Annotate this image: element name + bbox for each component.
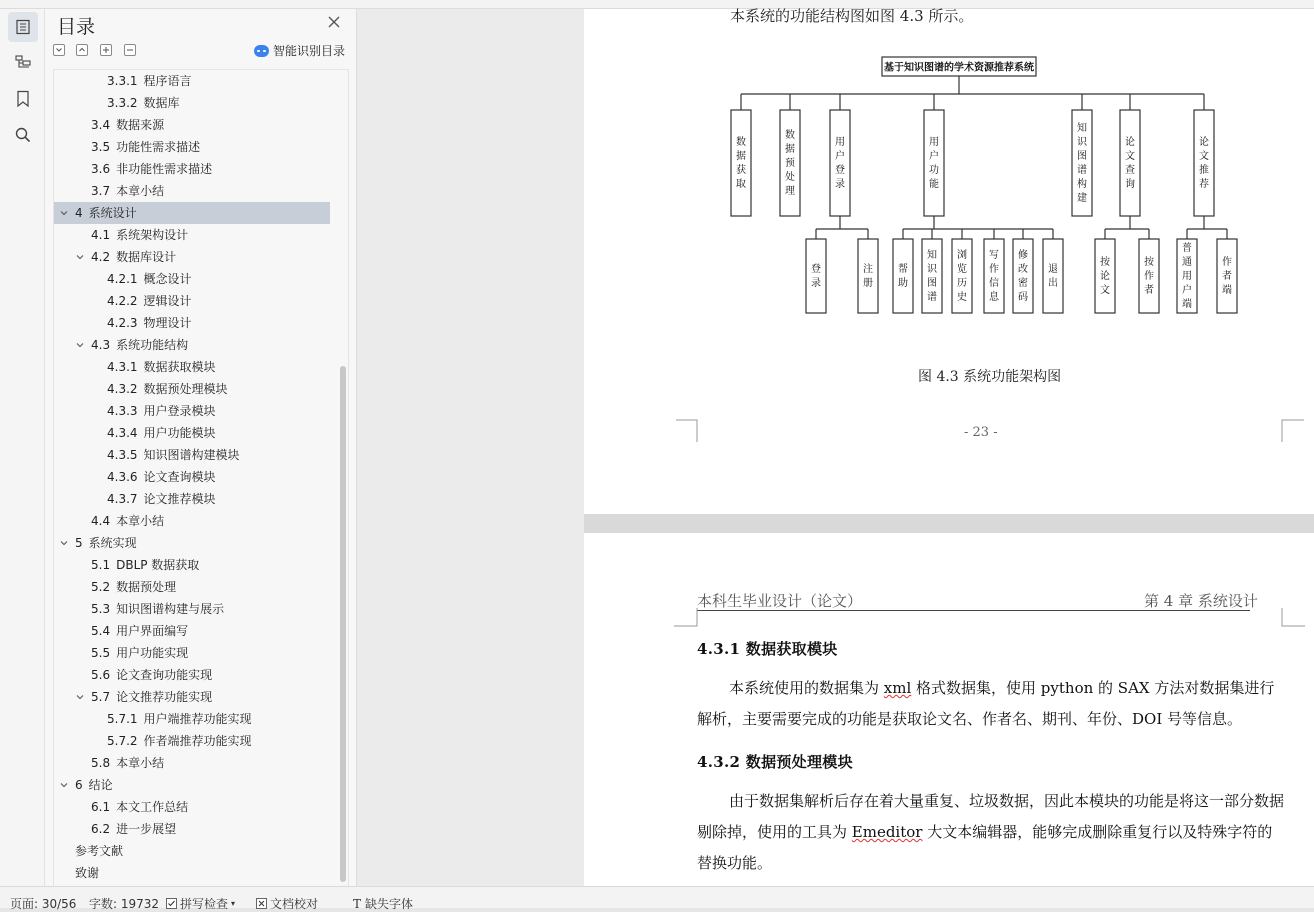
toc-item-number: 5.8 <box>91 756 111 770</box>
chevron-down-icon[interactable] <box>76 693 84 701</box>
submodule-node-label: 帮助 <box>898 264 908 289</box>
toc-item-label: 知识图谱构建模块 <box>143 448 240 462</box>
section-heading-4-3-2: 4.3.2 数据预处理模块 <box>697 753 853 771</box>
submodule-node-label: 普通用户端 <box>1182 243 1192 310</box>
toc-item-label: 数据库设计 <box>116 250 177 264</box>
page-indicator[interactable] <box>10 895 76 912</box>
text-run: 由于数据集解析后存在着大量重复、垃圾数据，因此本模块的功能是将这一部分数据剔除掉，使用的工具为 <box>697 792 1285 841</box>
toc-item-number: 4.3.2 <box>107 382 138 396</box>
toc-item-label: 数据预处理 <box>116 580 177 594</box>
header-rule <box>697 610 1250 611</box>
toc-item[interactable] <box>54 224 349 246</box>
module-node-label: 用户登录 <box>835 137 845 190</box>
toc-item[interactable] <box>54 730 349 752</box>
toc-item-number: 4 <box>75 206 83 220</box>
toc-item[interactable] <box>54 180 349 202</box>
page-number: - 23 - <box>964 425 998 440</box>
submodule-node-label: 登录 <box>811 264 821 289</box>
crop-mark <box>674 607 698 627</box>
submodule-node-label: 按论文 <box>1100 257 1110 296</box>
toc-icon[interactable] <box>8 12 38 42</box>
toc-item-number: 5.7.2 <box>107 734 138 748</box>
module-node-label: 论文查询 <box>1125 137 1135 190</box>
toc-item-number: 3.5 <box>91 140 111 154</box>
toc-item-label: 论文查询功能实现 <box>116 668 213 682</box>
toc-item[interactable] <box>54 620 349 642</box>
toc-item-number: 3.3.2 <box>107 96 138 110</box>
toc-item-number: 4.1 <box>91 228 111 242</box>
toc-item-number: 4.3 <box>91 338 111 352</box>
spell-flagged-word[interactable]: xml <box>883 679 912 697</box>
module-node-label: 知识图谱构建 <box>1077 123 1087 204</box>
submodule-node-label: 注册 <box>863 264 873 289</box>
toc-item[interactable] <box>54 708 349 730</box>
toc-item-number: 4.2.2 <box>107 294 138 308</box>
toc-item-label: 概念设计 <box>143 272 192 286</box>
toc-item-label: 功能性需求描述 <box>116 140 201 154</box>
paragraph-preprocessing <box>697 786 1287 879</box>
text-run: 大文本编辑器，能够完成删除重复行以及特殊字符的替换功能。 <box>697 823 1273 872</box>
toc-item-number: 5.6 <box>91 668 111 682</box>
module-node-label: 数据获取 <box>736 137 746 190</box>
toc-item-number: 3.6 <box>91 162 111 176</box>
toc-item-number: 4.3.7 <box>107 492 138 506</box>
header-right: 第 4 章 系统设计 <box>1144 592 1258 610</box>
proofread-label: 文档校对 <box>270 897 319 911</box>
figure-intro-text: 本系统的功能结构图如图 4.3 所示。 <box>730 7 974 25</box>
missing-font-button[interactable] <box>353 895 413 912</box>
toc-item-label: DBLP 数据获取 <box>116 558 200 572</box>
toc-item-number: 3.4 <box>91 118 111 132</box>
toc-item-label: 作者端推荐功能实现 <box>143 734 252 748</box>
toc-title: 目录 <box>57 16 96 38</box>
figure-caption: 图 4.3 系统功能架构图 <box>918 369 1062 385</box>
toc-item[interactable] <box>54 554 349 576</box>
status-bar <box>0 886 1314 911</box>
chevron-down-icon[interactable] <box>60 781 68 789</box>
toc-item-number: 3.3.1 <box>107 74 138 88</box>
chevron-down-icon[interactable] <box>60 539 68 547</box>
smart-toc-label: 智能识别目录 <box>273 44 346 58</box>
toc-item-number: 4.3.4 <box>107 426 138 440</box>
text-run: 格式数据集，使用 python 的 SAX 方法对数据集进行解析，主要需要完成的功能是获取论文名、作者名、期刊、年份、DOI 号等信息。 <box>697 679 1275 728</box>
toc-item[interactable] <box>54 686 349 708</box>
toc-item-number: 3.7 <box>91 184 111 198</box>
submodule-node-label: 浏览历史 <box>957 250 967 303</box>
toc-item-number: 4.3.1 <box>107 360 138 374</box>
spell-check-toggle[interactable] <box>166 895 235 912</box>
toc-item-label: 结论 <box>88 778 113 792</box>
toc-item[interactable] <box>54 444 349 466</box>
submodule-node-label: 写作信息 <box>989 250 999 303</box>
robot-icon <box>254 45 269 57</box>
toc-item[interactable] <box>54 752 349 774</box>
toc-item-number: 5.1 <box>91 558 111 572</box>
bookmark-icon[interactable] <box>8 84 38 114</box>
toc-item-number: 5.5 <box>91 646 111 660</box>
submodule-node-label: 按作者 <box>1144 257 1154 296</box>
toc-item[interactable] <box>54 422 349 444</box>
toc-item-number: 5.4 <box>91 624 111 638</box>
module-node-label: 论文推荐 <box>1199 137 1209 190</box>
toc-item-label: 用户登录模块 <box>143 404 216 418</box>
toc-item-label: 系统架构设计 <box>116 228 189 242</box>
submodule-node-label: 作者端 <box>1222 257 1232 296</box>
toc-item-number: 5 <box>75 536 83 550</box>
toc-scrollbar[interactable] <box>340 366 346 882</box>
module-node-box <box>830 110 850 216</box>
toc-item[interactable] <box>54 246 349 268</box>
toc-item-label: 物理设计 <box>143 316 192 330</box>
crop-mark <box>676 419 698 443</box>
missing-font-label: 缺失字体 <box>365 897 414 911</box>
checkbox-icon <box>166 898 177 909</box>
toc-item-label: 本章小结 <box>116 514 165 528</box>
word-count-text: 字数: 19732 <box>89 897 160 911</box>
toc-item[interactable] <box>54 488 349 510</box>
toc-list <box>54 70 349 884</box>
toc-item[interactable] <box>54 840 349 862</box>
submodule-node-box <box>1043 239 1063 313</box>
toc-item-number: 5.3 <box>91 602 111 616</box>
toc-item[interactable] <box>54 796 349 818</box>
toc-item[interactable] <box>54 400 349 422</box>
section-heading-4-3-1: 4.3.1 数据获取模块 <box>697 640 838 658</box>
add-heading-icon[interactable] <box>100 44 112 56</box>
module-node-box <box>1194 110 1214 216</box>
toc-item-label: 用户功能模块 <box>143 426 216 440</box>
toc-item[interactable] <box>54 510 349 532</box>
document-page-23 <box>584 9 1314 514</box>
toc-item-label: 致谢 <box>75 866 100 880</box>
toc-item-label: 用户界面编写 <box>116 624 189 638</box>
crop-mark <box>1281 607 1305 627</box>
toc-item[interactable] <box>54 664 349 686</box>
toc-item[interactable] <box>54 202 330 224</box>
toc-item-label: 数据获取模块 <box>143 360 216 374</box>
collapse-all-icon[interactable] <box>76 44 88 56</box>
toc-item[interactable] <box>54 92 349 114</box>
toc-item-number: 4.3.6 <box>107 470 138 484</box>
toc-item[interactable] <box>54 158 349 180</box>
toc-item-number: 4.3.3 <box>107 404 138 418</box>
expand-all-icon[interactable] <box>53 44 65 56</box>
submodule-node-label: 知识图谱 <box>927 250 937 303</box>
toc-item[interactable] <box>54 334 349 356</box>
spell-check-label: 拼写检查 <box>180 897 229 911</box>
module-node-box <box>1120 110 1140 216</box>
toc-item[interactable] <box>54 356 349 378</box>
toc-item-label: 系统实现 <box>88 536 137 550</box>
toc-item-label: 本章小结 <box>116 756 165 770</box>
toc-item[interactable] <box>54 576 349 598</box>
top-toolbar-strip <box>0 0 1314 9</box>
chevron-down-icon[interactable] <box>76 253 84 261</box>
toc-item[interactable] <box>54 598 349 620</box>
toc-item[interactable] <box>54 532 349 554</box>
close-icon[interactable] <box>327 14 343 30</box>
module-node-box <box>924 110 944 216</box>
root-node-label: 基于知识图谱的学术资源推荐系统 <box>884 62 1034 74</box>
toc-item-number: 5.7.1 <box>107 712 138 726</box>
submodule-node-box <box>806 239 826 313</box>
spell-flagged-word[interactable]: Emeditor <box>851 823 923 841</box>
toc-item-label: 本章小结 <box>116 184 165 198</box>
chevron-down-icon[interactable]: ▾ <box>231 899 236 908</box>
toc-item[interactable] <box>54 642 349 664</box>
remove-heading-icon[interactable] <box>124 44 136 56</box>
toc-item-number: 4.2.1 <box>107 272 138 286</box>
toc-item-number: 6.2 <box>91 822 111 836</box>
proofread-toggle[interactable] <box>256 895 318 912</box>
module-node-label: 数据预处理 <box>785 130 795 197</box>
toc-item[interactable] <box>54 114 349 136</box>
toc-item[interactable] <box>54 290 349 312</box>
submodule-node-box <box>893 239 913 313</box>
submodule-node-label: 退出 <box>1048 264 1058 289</box>
search-icon[interactable] <box>8 120 38 150</box>
toc-item-label: 数据来源 <box>116 118 165 132</box>
toc-item-number: 4.3.5 <box>107 448 138 462</box>
toc-item[interactable] <box>54 774 349 796</box>
page-separator <box>584 514 1314 533</box>
paragraph-data-acquisition <box>697 673 1287 735</box>
chevron-down-icon[interactable] <box>60 209 68 217</box>
font-icon: T <box>353 896 362 911</box>
toc-item-label: 论文推荐模块 <box>143 492 216 506</box>
toc-item-label: 非功能性需求描述 <box>116 162 213 176</box>
toc-item[interactable] <box>54 268 349 290</box>
toc-item-number: 6 <box>75 778 83 792</box>
left-icon-bar <box>0 9 45 886</box>
toc-item-label: 进一步展望 <box>116 822 177 836</box>
checkbox-icon <box>256 898 267 909</box>
toc-item[interactable] <box>54 818 349 840</box>
toc-item-number: 6.1 <box>91 800 111 814</box>
toc-item-label: 系统设计 <box>88 206 137 220</box>
toc-item[interactable] <box>54 136 349 158</box>
toc-item-label: 程序语言 <box>143 74 192 88</box>
toc-item[interactable] <box>54 378 349 400</box>
document-page-24[interactable] <box>584 533 1314 886</box>
toc-item-number: 4.4 <box>91 514 111 528</box>
toc-item-label: 本文工作总结 <box>116 800 189 814</box>
text-run: 本系统使用的数据集为 <box>729 679 884 697</box>
toc-item-label: 参考文献 <box>75 844 124 858</box>
chevron-down-icon[interactable] <box>76 341 84 349</box>
toc-item-label: 论文查询模块 <box>143 470 216 484</box>
module-node-box <box>731 110 751 216</box>
page-count: 页面: 30/56 <box>10 897 77 911</box>
toc-item-number: 5.7 <box>91 690 111 704</box>
header-left: 本科生毕业设计（论文） <box>697 592 863 610</box>
toc-item-label: 知识图谱构建与展示 <box>116 602 225 616</box>
toc-item-label: 用户端推荐功能实现 <box>143 712 252 726</box>
word-count[interactable] <box>89 895 159 912</box>
toc-item[interactable] <box>54 862 349 884</box>
toc-item-number: 5.2 <box>91 580 111 594</box>
toc-item-label: 系统功能结构 <box>116 338 189 352</box>
function-structure-diagram <box>584 49 1314 369</box>
toc-item[interactable] <box>54 70 349 92</box>
toc-item[interactable] <box>54 312 349 334</box>
toc-item-label: 逻辑设计 <box>143 294 192 308</box>
module-node-label: 用户功能 <box>929 137 939 190</box>
submodule-node-label: 修改密码 <box>1018 250 1028 303</box>
smart-toc-button[interactable] <box>254 42 345 59</box>
toc-item[interactable] <box>54 466 349 488</box>
toc-item-label: 数据预处理模块 <box>143 382 228 396</box>
toc-item-label: 论文推荐功能实现 <box>116 690 213 704</box>
toc-item-label: 数据库 <box>143 96 180 110</box>
toc-item-number: 4.2.3 <box>107 316 138 330</box>
toc-panel <box>45 9 357 886</box>
navigation-icon[interactable] <box>8 48 38 78</box>
toc-item-label: 用户功能实现 <box>116 646 189 660</box>
toc-item-number: 4.2 <box>91 250 111 264</box>
document-background <box>357 9 584 886</box>
toc-list-box <box>53 69 349 886</box>
submodule-node-box <box>858 239 878 313</box>
crop-mark <box>1281 419 1305 443</box>
